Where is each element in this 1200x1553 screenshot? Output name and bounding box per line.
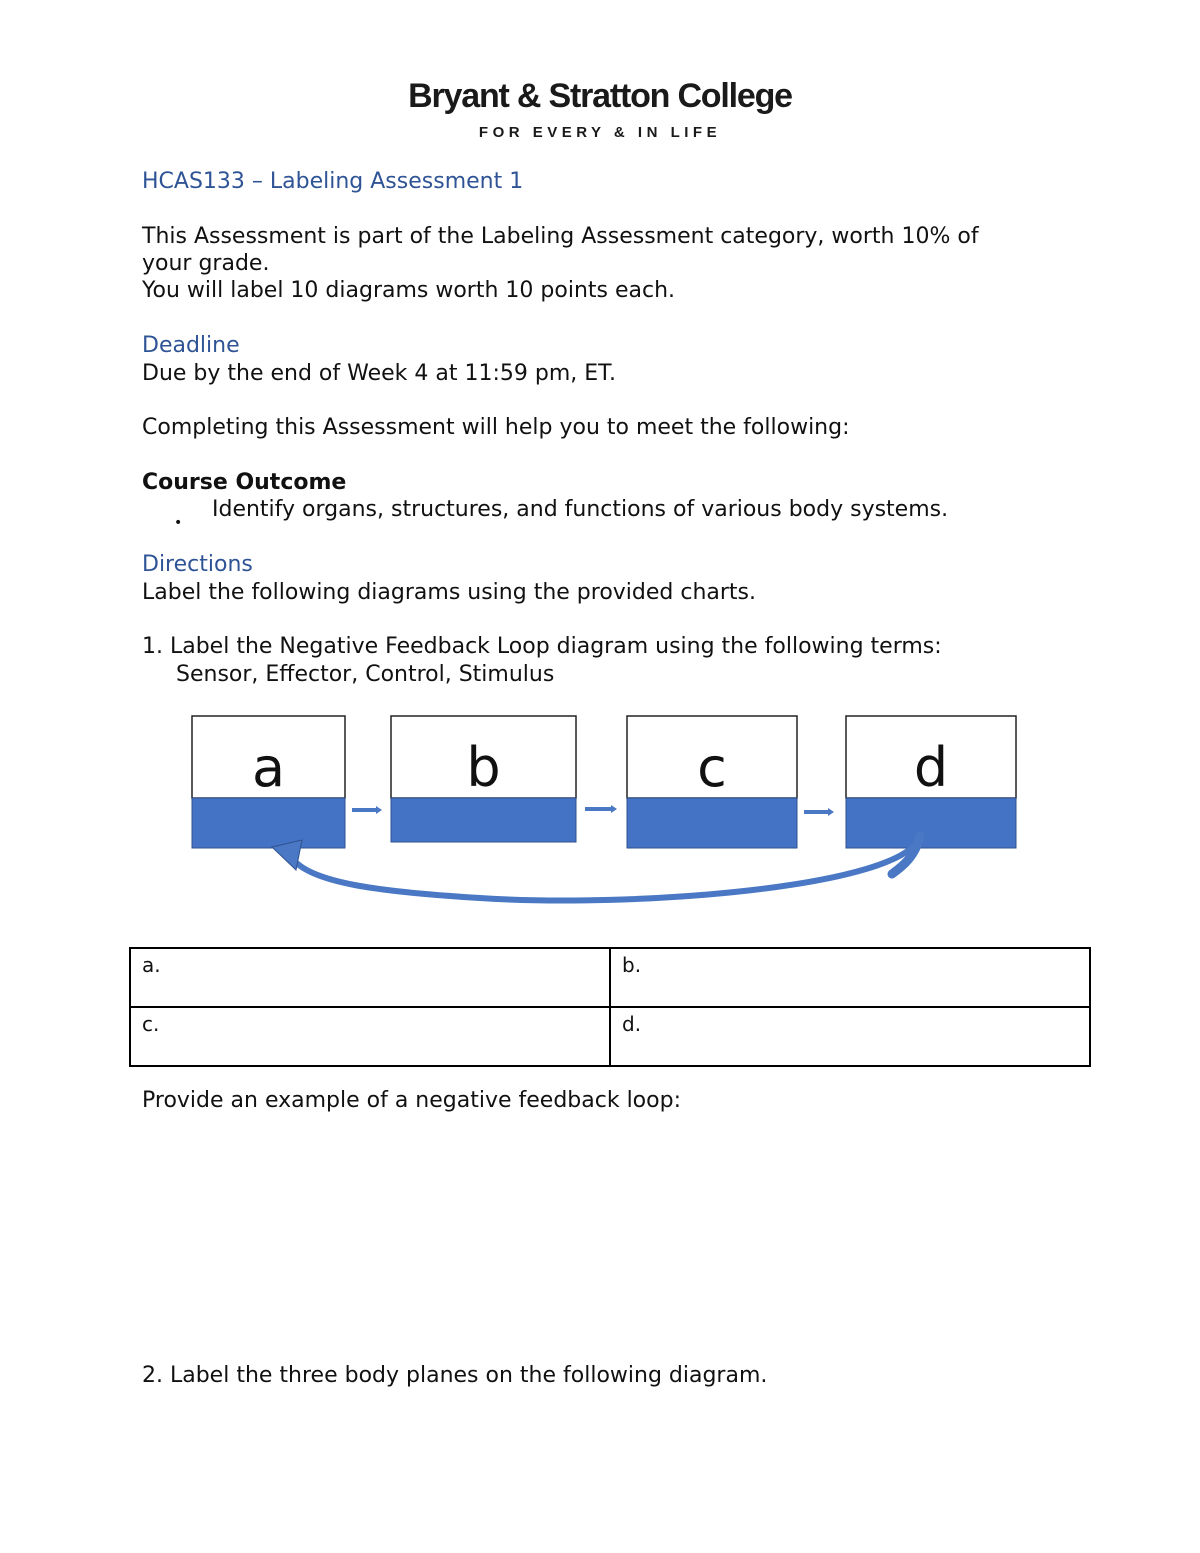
completing-text: Completing this Assessment will help you to meet the following: — [142, 415, 850, 440]
box-label-a: a — [251, 736, 286, 799]
directions-text: Label the following diagrams using the provided charts. — [142, 580, 757, 605]
document-title: HCAS133 – Labeling Assessment 1 — [142, 169, 524, 194]
deadline-text: Due by the end of Week 4 at 11:59 pm, ET. — [142, 361, 616, 386]
logo-tagline: FOR EVERY & IN LIFE — [478, 124, 722, 141]
intro-line-1: This Assessment is part of the Labeling Assessment category, worth 10% of — [142, 224, 979, 249]
table-row — [130, 948, 1090, 1007]
box-d-fill — [846, 798, 1016, 848]
example-prompt: Provide an example of a negative feedback loop: — [142, 1088, 681, 1113]
feedback-return-arrow — [272, 836, 920, 900]
answer-cell-d[interactable]: d. — [610, 1007, 1090, 1066]
intro-line-3: You will label 10 diagrams worth 10 points each. — [142, 278, 676, 303]
feedback-loop-diagram — [180, 708, 1030, 908]
diagram-box-d — [846, 716, 1016, 848]
answer-cell-c[interactable]: c. — [130, 1007, 610, 1066]
diagram-box-a — [192, 716, 345, 848]
box-label-d: d — [913, 736, 949, 799]
box-c-fill — [627, 798, 797, 848]
answer-cell-b[interactable]: b. — [610, 948, 1090, 1007]
question-1-line-1: 1. Label the Negative Feedback Loop diagram using the following terms: — [142, 634, 942, 659]
outcome-item: Identify organs, structures, and functions of various body systems. — [212, 497, 949, 522]
college-logo — [0, 74, 1200, 141]
question-2: 2. Label the three body planes on the following diagram. — [142, 1363, 768, 1388]
diagram-box-b — [391, 716, 576, 842]
box-label-c: c — [697, 736, 727, 799]
bullet-icon: • — [174, 515, 183, 531]
diagram-box-c — [627, 716, 797, 848]
question-1-terms: Sensor, Effector, Control, Stimulus — [176, 662, 555, 687]
arrow-c-to-d — [804, 808, 834, 816]
intro-line-2: your grade. — [142, 251, 270, 276]
outcome-heading: Course Outcome — [142, 470, 347, 495]
table-row — [130, 1007, 1090, 1066]
box-label-b: b — [466, 736, 501, 799]
answer-table — [129, 947, 1091, 1067]
answer-cell-a[interactable]: a. — [130, 948, 610, 1007]
directions-heading: Directions — [142, 552, 253, 577]
arrow-b-to-c — [585, 805, 617, 813]
deadline-heading: Deadline — [142, 333, 240, 358]
logo-name: Bryant & Stratton College — [408, 77, 792, 115]
arrow-a-to-b — [352, 806, 382, 814]
box-b-fill — [391, 798, 576, 842]
box-a-fill — [192, 798, 345, 848]
